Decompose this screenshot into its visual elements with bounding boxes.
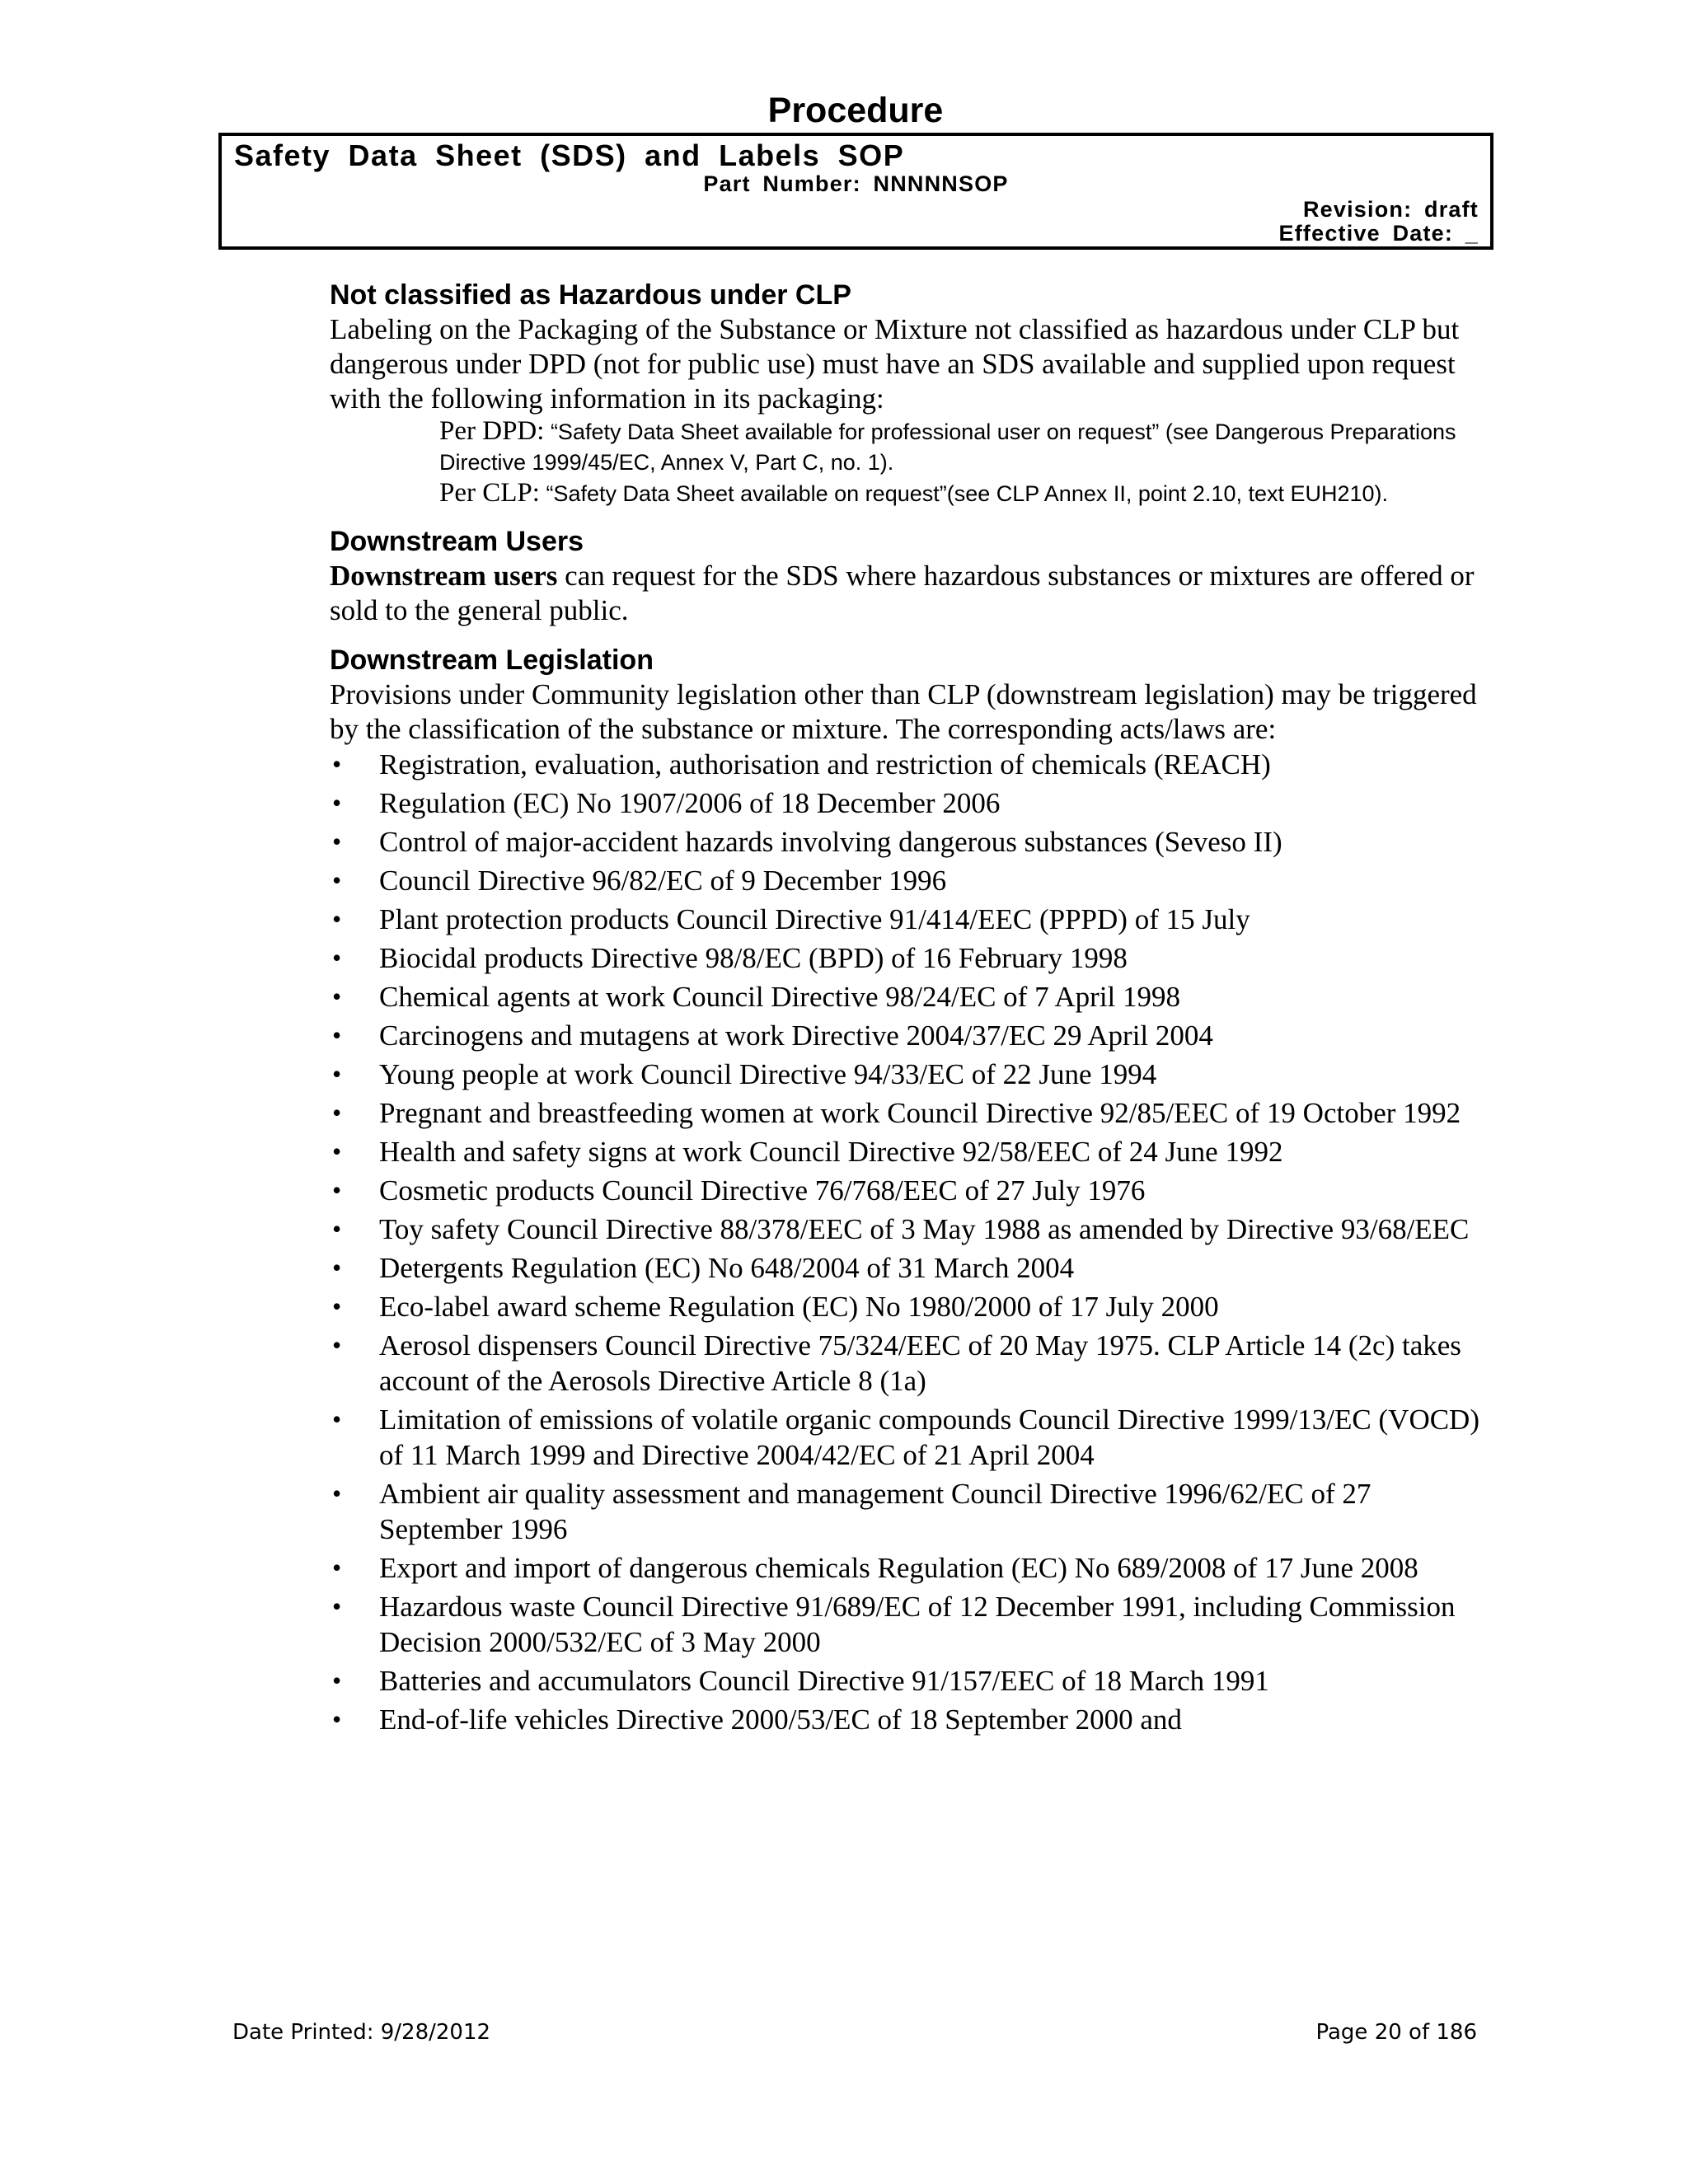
section-title-downstream-users: Downstream Users bbox=[330, 526, 584, 557]
downstream-users-lead: Downstream users bbox=[330, 560, 558, 592]
list-item-text: Hazardous waste Council Directive 91/689/EC of 12 December 1991, including Commission Decision 2000/532/EC of 3 May 2000 bbox=[379, 1591, 1456, 1658]
list-item bbox=[330, 1173, 1484, 1208]
list-item-text: Control of major-accident hazards involving dangerous substances (Seveso II) bbox=[379, 826, 1282, 858]
list-item bbox=[330, 824, 1484, 860]
per-clp-text: “Safety Data Sheet available on request”(see CLP Annex II, point 2.10, text EUH210). bbox=[539, 481, 1389, 506]
bullet: • bbox=[332, 1666, 342, 1695]
list-item-text: Health and safety signs at work Council Directive 92/58/EEC of 24 June 1992 bbox=[379, 1136, 1283, 1168]
per-clp-note bbox=[330, 478, 1484, 509]
list-item-text: Chemical agents at work Council Directive 98/24/EC of 7 April 1998 bbox=[379, 981, 1181, 1013]
list-item-text: Cosmetic products Council Directive 76/768/EEC of 27 July 1976 bbox=[379, 1174, 1146, 1207]
revision: Revision: draft bbox=[1302, 197, 1479, 222]
document-body bbox=[330, 278, 1484, 1741]
document-header-box bbox=[218, 133, 1493, 250]
list-item bbox=[330, 1289, 1484, 1324]
list-item bbox=[330, 1702, 1484, 1737]
list-item bbox=[330, 1134, 1484, 1169]
list-item-text: End-of-life vehicles Directive 2000/53/EC of 18 September 2000 and bbox=[379, 1704, 1182, 1736]
list-item bbox=[330, 747, 1484, 782]
paragraph-downstream-legislation: Provisions under Community legislation other than CLP (downstream legislation) may be triggered by the classification of the substance or mixture. The corresponding acts/laws are: bbox=[330, 678, 1477, 745]
bullet: • bbox=[332, 1253, 342, 1282]
list-item bbox=[330, 1402, 1484, 1473]
per-dpd-label: Per DPD: bbox=[439, 416, 545, 446]
list-item bbox=[330, 863, 1484, 898]
list-item-text: Aerosol dispensers Council Directive 75/324/EEC of 20 May 1975. CLP Article 14 (2c) takes account of the Aerosols Directive Article 8 (1a) bbox=[379, 1329, 1461, 1397]
page-number: Page 20 of 186 bbox=[1315, 2020, 1477, 2045]
section-title-downstream-legislation: Downstream Legislation bbox=[330, 644, 654, 676]
list-item bbox=[330, 1476, 1484, 1547]
list-item-text: Toy safety Council Directive 88/378/EEC of 3 May 1988 as amended by Directive 93/68/EEC bbox=[379, 1213, 1470, 1245]
bullet: • bbox=[332, 1175, 342, 1205]
list-item bbox=[330, 1328, 1484, 1399]
list-item bbox=[330, 1250, 1484, 1286]
bullet: • bbox=[332, 1591, 342, 1621]
legislation-list bbox=[330, 747, 1484, 1737]
list-item-text: Council Directive 96/82/EC of 9 December 1996 bbox=[379, 865, 947, 897]
bullet: • bbox=[332, 1291, 342, 1321]
procedure-heading: Procedure bbox=[767, 91, 944, 130]
list-item-text: Eco-label award scheme Regulation (EC) No 1980/2000 of 17 July 2000 bbox=[379, 1291, 1219, 1323]
list-item-text: Batteries and accumulators Council Directive 91/157/EEC of 18 March 1991 bbox=[379, 1665, 1269, 1697]
paragraph-downstream-users bbox=[330, 559, 1484, 628]
bullet: • bbox=[332, 788, 342, 818]
bullet: • bbox=[332, 1137, 342, 1166]
per-clp-label: Per CLP: bbox=[439, 478, 540, 508]
effective-date: Effective Date: _ bbox=[1278, 221, 1479, 246]
list-item-text: Pregnant and breastfeeding women at work Council Directive 92/85/EEC of 19 October 1992 bbox=[379, 1097, 1461, 1129]
bullet: • bbox=[332, 1214, 342, 1244]
bullet: • bbox=[332, 865, 342, 895]
list-item-text: Detergents Regulation (EC) No 648/2004 of 31 March 2004 bbox=[379, 1252, 1075, 1284]
list-item-text: Limitation of emissions of volatile organic compounds Council Directive 1999/13/EC (VOCD) of 11 March 1999 and Directive 2004/42/EC of 21 April 2004 bbox=[379, 1404, 1479, 1471]
downstream-users-text: can request for the SDS where hazardous substances or mixtures are offered or sold to the general public. bbox=[330, 560, 1475, 626]
list-item bbox=[330, 1550, 1484, 1586]
paragraph-not-classified: Labeling on the Packaging of the Substance or Mixture not classified as hazardous under CLP but dangerous under DPD (not for public use) must have an SDS available and supplied upon request with the following information in its packaging: bbox=[330, 313, 1460, 415]
list-item bbox=[330, 940, 1484, 976]
bullet: • bbox=[332, 827, 342, 856]
list-item-text: Biocidal products Directive 98/8/EC (BPD) of 16 February 1998 bbox=[379, 942, 1128, 974]
per-dpd-text: “Safety Data Sheet available for professional user on request” (see Dangerous Preparations Directive 1999/45/EC, Annex V, Part C, no. 1). bbox=[439, 419, 1456, 475]
list-item-text: Ambient air quality assessment and management Council Directive 1996/62/EC of 27 September 1996 bbox=[379, 1478, 1372, 1545]
bullet: • bbox=[332, 1330, 342, 1360]
list-item-text: Carcinogens and mutagens at work Directive 2004/37/EC 29 April 2004 bbox=[379, 1019, 1213, 1052]
bullet: • bbox=[332, 904, 342, 934]
bullet: • bbox=[332, 982, 342, 1011]
list-item-text: Young people at work Council Directive 94/33/EC of 22 June 1994 bbox=[379, 1058, 1157, 1090]
bullet: • bbox=[332, 1553, 342, 1582]
per-dpd-note bbox=[330, 416, 1484, 478]
list-item-text: Registration, evaluation, authorisation and restriction of chemicals (REACH) bbox=[379, 748, 1271, 780]
list-item-text: Regulation (EC) No 1907/2006 of 18 December 2006 bbox=[379, 787, 1001, 819]
bullet: • bbox=[332, 1479, 342, 1508]
list-item bbox=[330, 1212, 1484, 1247]
list-item-text: Export and import of dangerous chemicals Regulation (EC) No 689/2008 of 17 June 2008 bbox=[379, 1552, 1418, 1584]
list-item bbox=[330, 1057, 1484, 1092]
list-item bbox=[330, 1589, 1484, 1660]
part-number: Part Number: NNNNNSOP bbox=[703, 171, 1009, 196]
document-title: Safety Data Sheet (SDS) and Labels SOP bbox=[234, 138, 905, 172]
section-title-not-classified: Not classified as Hazardous under CLP bbox=[330, 279, 851, 311]
bullet: • bbox=[332, 1704, 342, 1734]
bullet: • bbox=[332, 1020, 342, 1050]
bullet: • bbox=[332, 749, 342, 779]
list-item bbox=[330, 785, 1484, 821]
bullet: • bbox=[332, 1404, 342, 1434]
list-item-text: Plant protection products Council Directive 91/414/EEC (PPPD) of 15 July bbox=[379, 903, 1250, 935]
list-item bbox=[330, 979, 1484, 1015]
list-item bbox=[330, 1095, 1484, 1131]
date-printed: Date Printed: 9/28/2012 bbox=[232, 2020, 491, 2045]
bullet: • bbox=[332, 1059, 342, 1089]
list-item bbox=[330, 1663, 1484, 1699]
list-item bbox=[330, 1018, 1484, 1053]
list-item bbox=[330, 902, 1484, 937]
bullet: • bbox=[332, 943, 342, 972]
bullet: • bbox=[332, 1098, 342, 1127]
